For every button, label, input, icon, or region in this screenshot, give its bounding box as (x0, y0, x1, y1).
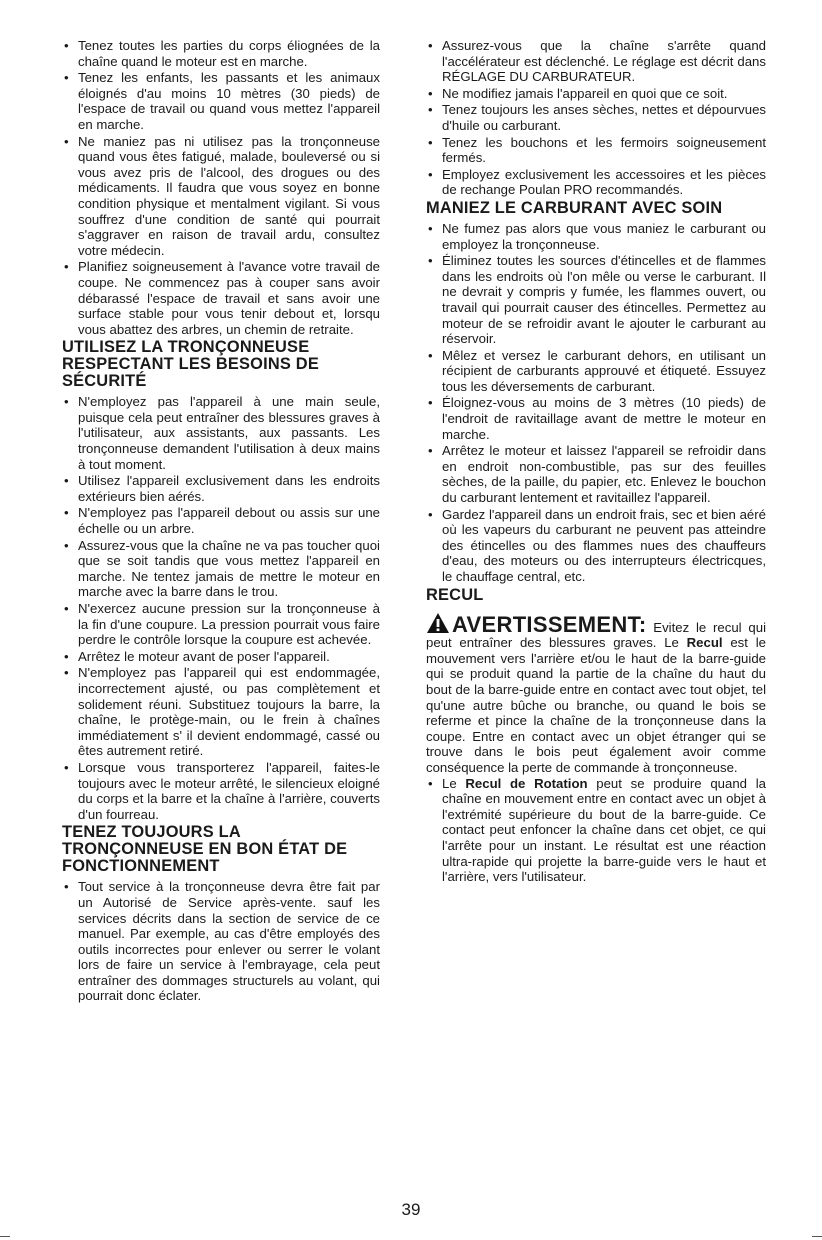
section-heading-safety: UTILISEZ LA TRONÇONNEUSE RESPECTANT LES BESOINS DE SÉCURITÉ (62, 338, 319, 391)
list-item: • Assurez-vous que la chaîne s'arrête quand l'accélérateur est déclenché. Le réglage est décrit dans RÉGLAGE DU CARBURATEUR. (426, 38, 766, 85)
section-heading-fuel: MANIEZ LE CARBURANT AVEC SOIN (426, 198, 723, 217)
list-item: • Tenez les bouchons et les fermoirs soigneusement fermés. (426, 135, 766, 166)
list-item: • Arrêtez le moteur et laissez l'appareil se refroidir dans en endroit non-combustible, pas sur des feuilles sèches, de la paille, du papier, etc. Enlevez le bouchon du carburant lentement et ravitaillez l'appareil. (426, 443, 766, 505)
list-item: • Tout service à la tronçonneuse devra être fait par un Autorisé de Service après-vente. sauf les services décrits dans la section de service de ce manuel. Par exemple, au cas d'être employés des outils incorrectes pour enlever ou serrer le volant lors de faire un service à l'embrayage, cela peut entraîner des dommages structurels au volant, qui pourrait donc éclater. (62, 879, 380, 1004)
right-column (426, 38, 766, 886)
list-item (426, 776, 766, 885)
left-list-2 (62, 394, 380, 822)
warning-text-post: est le mouvement vers l'arrière et/ou le haut de la barre-guide qui se produit quand la partie de la chaîne du haut du bout de la barre-guide entre en contact avec tout objet, tel qu'une autre bûche ou branche, ou quand le bois se referme et pince la chaîne de la tronçonneuse dans la coupe. Entre en contact avec un objet étranger qui se trouve dans le bois peut également avoir comme conséquence la perte de commande à tronçonneuse. (426, 635, 766, 775)
list-item: • Tenez toujours les anses sèches, nettes et dépourvues d'huile ou carburant. (426, 102, 766, 133)
left-list-3 (62, 879, 380, 1004)
warning-text-pre: Le (664, 635, 679, 651)
warning-lead: Evitez le recul qui peut entraîner des blessures graves. (426, 619, 766, 651)
list-item: • Assurez-vous que la chaîne ne va pas toucher quoi que se soit tandis que vous mettez l'appareil en marche. Ne tentez jamais de mettre le moteur en marche avec la barre dans le trou. (62, 538, 380, 600)
left-column (62, 38, 380, 1005)
list-item: • Arrêtez le moteur avant de poser l'appareil. (62, 649, 380, 665)
list-item: • N'employez pas l'appareil à une main seule, puisque cela peut entraîner des blessures graves à l'utilisateur, aux assistants, aux passants. Les tronçonneuse demandent l'utilisation à deux mains à tout moment. (62, 394, 380, 472)
crop-mark (812, 1236, 822, 1237)
list-item: • Mêlez et versez le carburant dehors, en utilisant un récipient de carburants approuvé et étiqueté. Essuyez tous les déversements de carburant. (426, 348, 766, 395)
list-item: • N'employez pas l'appareil debout ou assis sur une échelle ou un arbre. (62, 505, 380, 536)
warning-block (426, 612, 766, 776)
warning-bold-term: Recul (686, 635, 723, 651)
crop-mark (0, 1236, 10, 1237)
rotation-pre: Le (442, 775, 457, 791)
warning-title: AVERTISSEMENT: (452, 611, 647, 637)
list-item: • Lorsque vous transporterez l'appareil, faites-le toujours avec le moteur arrêté, le silencieux eloigné du corps et la barre et la chaîne à l'arrière, couverts d'un fourreau. (62, 760, 380, 822)
right-list-1 (426, 38, 766, 198)
list-item: • Ne maniez pas ni utilisez pas la tronçonneuse quand vous êtes fatigué, malade, bouleversé ou si vous avez pris de l'alcool, des drogues ou des médicaments. Il faudra que vous soyez en bonne condition physique et mentalment vigilant. Si vous souffrez d'une condition de santé qui pourrait s'aggraver en raison de travail ardu, consultez votre médecin. (62, 134, 380, 259)
list-item: • Tenez les enfants, les passants et les animaux éloignés d'au moins 10 mètres (30 pieds) de l'espace de travail ou quand vous mettez l'appareil en marche. (62, 70, 380, 132)
section-heading-kickback: RECUL (426, 585, 484, 604)
rotation-bold-term: Recul de Rotation (465, 775, 588, 791)
right-list-2 (426, 221, 766, 585)
list-item: • Gardez l'appareil dans un endroit frais, sec et bien aéré où les vapeurs du carburant ne peuvent pas atteindre des étincelles ou des flammes nues des chauffeurs d'eau, des moteurs ou des interrupteurs électricques, le chauffage central, etc. (426, 507, 766, 585)
list-item: • Ne fumez pas alors que vous maniez le carburant ou employez la tronçonneuse. (426, 221, 766, 252)
left-list-1 (62, 38, 380, 337)
list-item: • Employez exclusivement les accessoires et les pièces de rechange Poulan PRO recommandés. (426, 167, 766, 198)
list-item: • Éloignez-vous au moins de 3 mètres (10 pieds) de l'endroit de ravitaillage avant de mettre le moteur en marche. (426, 395, 766, 442)
list-item: • Tenez toutes les parties du corps éliognées de la chaîne quand le moteur est en marche. (62, 38, 380, 69)
list-item: • Utilisez l'appareil exclusivement dans les endroits extérieurs bien aérés. (62, 473, 380, 504)
list-item: • Éliminez toutes les sources d'étincelles et de flammes dans les endroits où l'on mêle ou verse le carburant. Il ne devrait y compris y fumée, les flammes ouvert, ou travail qui pourrait causer des étincelles. Permettez au moteur de se refroidir avant le ajouter le carburant au réservoir. (426, 253, 766, 347)
list-item: • Planifiez soigneusement à l'avance votre travail de coupe. Ne commencez pas à couper sans avoir débarassé l'espace de travail et sans avoir une surface stable pour vous tenir debout et, lorsqu vous abattez des arbres, un chemin de retraite. (62, 259, 380, 337)
right-list-3 (426, 776, 766, 885)
list-item: • N'exercez aucune pression sur la tronçonneuse à la fin d'une coupure. La pression pourrait vous faire perdre le contrôle lorsque la coupure est achevée. (62, 601, 380, 648)
list-item: • Ne modifiez jamais l'appareil en quoi que ce soit. (426, 86, 766, 102)
section-heading-maintenance: TENEZ TOUJOURS LA TRONÇONNEUSE EN BON ÉTAT DE FONCTIONNEMENT (62, 823, 348, 876)
page-number: 39 (401, 1200, 421, 1219)
warning-triangle-icon (426, 612, 450, 634)
rotation-text: peut se produire quand la chaîne en mouvement entre en contact avec un objet à l'extrémité supérieure du bout de la barre-guide. Ce contact peut enfoncer la chaîne dans cet objet, ce qui l'arrête pour un instant. Le résultat est une réaction ultra-rapide qui projette la barre-guide vers le haut et l'arrière, vers l'utilisateur. (442, 775, 766, 885)
list-item: • N'employez pas l'appareil qui est endommagée, incorrectement ajusté, ou pas complètement et solidement réuni. Substituez toujours la barre, la chaîne, le protège-main, ou le frein à chaînes immédiatement s' il devient endommagé, cassé ou êtes autrement retiré. (62, 665, 380, 759)
